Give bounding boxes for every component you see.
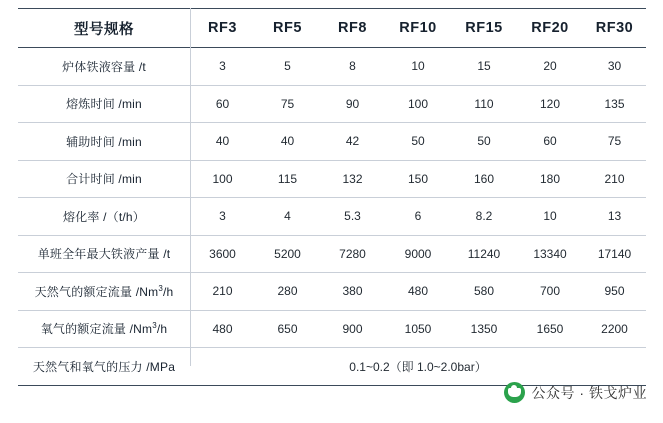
cell-value: 115: [277, 171, 298, 186]
cell-value: 11240: [467, 246, 501, 261]
row-label: 天然气和氧气的压力 /MPa: [32, 359, 176, 374]
cell-value: 13: [607, 209, 622, 224]
cell-value: 50: [477, 134, 491, 149]
cell-value: 480: [212, 321, 233, 336]
row-label-tail: /h: [162, 284, 174, 299]
cell-value: 2200: [601, 321, 628, 336]
cell-value: 3: [219, 59, 226, 74]
row-label: 熔炼时间 /min: [66, 97, 142, 112]
cell-value: 8.2: [475, 209, 493, 224]
cell-value: 280: [277, 284, 298, 299]
cell-value: 100: [407, 96, 429, 111]
cell-value: 30: [607, 59, 622, 74]
cell-value: 135: [604, 96, 625, 111]
cell-value: 110: [474, 96, 494, 111]
cell-value: 5.3: [344, 209, 361, 224]
row-label: 单班全年最大铁液产量 /t: [37, 247, 171, 262]
table-row: [18, 48, 646, 86]
cell-value: 210: [604, 171, 625, 186]
cell-value: 580: [473, 284, 495, 299]
row-label-superscript: 3: [158, 283, 163, 293]
cell-value: 5200: [274, 246, 301, 261]
cell-value: 75: [607, 134, 622, 149]
cell-value: 40: [280, 134, 295, 149]
cell-value: 650: [277, 321, 298, 336]
cell-value: 75: [280, 96, 295, 111]
column-header-rf15: RF15: [465, 20, 503, 36]
cell-value: 160: [473, 171, 495, 186]
cell-value: 900: [342, 321, 363, 336]
cell-value: 6: [414, 209, 422, 224]
row-label: 辅助时间 /min: [66, 134, 142, 149]
cell-value: 9000: [404, 246, 432, 261]
cell-value: 700: [539, 284, 561, 299]
column-header-rf30: RF30: [595, 20, 634, 36]
row-label: 炉体铁液容量 /t: [62, 59, 146, 74]
table-row: [18, 160, 646, 198]
cell-value: 40: [215, 134, 230, 149]
column-header-rf10: RF10: [399, 20, 437, 36]
cell-value: 1350: [470, 321, 498, 336]
cell-value: 100: [212, 171, 233, 186]
cell-value: 8: [349, 59, 356, 74]
cell-value: 380: [342, 284, 363, 299]
cell-value: 15: [477, 59, 491, 74]
cell-value: 90: [345, 96, 360, 111]
cell-value: 120: [539, 96, 561, 111]
brand-watermark: [504, 382, 647, 403]
cell-value: 13340: [533, 246, 567, 261]
cell-value: 1650: [536, 321, 564, 336]
cell-value: 10: [543, 209, 557, 224]
table-row: [18, 123, 646, 161]
table-row: [18, 198, 646, 236]
cell-value: 17140: [597, 246, 632, 261]
cell-value: 210: [212, 284, 233, 299]
cell-value: 950: [604, 284, 625, 299]
column-header-rf20: RF20: [531, 20, 569, 36]
column-header-rf5: RF5: [273, 20, 302, 36]
column-divider: [190, 8, 191, 366]
row-label-tail: /h: [156, 322, 168, 337]
table-row: [18, 235, 646, 273]
row-label-base: 氧气的额定流量 /Nm: [40, 322, 153, 337]
row-label: [18, 273, 190, 311]
cell-value: 50: [411, 134, 425, 149]
cell-value-merged: 0.1~0.2（即 1.0~2.0bar）: [349, 359, 487, 374]
cell-value: 1050: [404, 321, 432, 336]
row-label: 合计时间 /min: [66, 172, 142, 187]
table-row: [18, 273, 646, 311]
table-row-pressure: [18, 348, 646, 386]
cell-value: 3: [219, 209, 226, 224]
table-row: [18, 310, 646, 348]
cell-value: 42: [345, 134, 360, 149]
table-row: [18, 85, 646, 123]
column-header-rf3: RF3: [208, 20, 237, 36]
cell-value: 4: [284, 209, 291, 224]
cell-value: 480: [407, 284, 429, 299]
row-label: [18, 310, 190, 348]
cell-value: 20: [543, 59, 557, 74]
table-header-row: [18, 9, 646, 48]
column-header-rf8: RF8: [338, 20, 367, 36]
cell-value: 60: [215, 96, 230, 111]
row-label-base: 天然气的额定流量 /Nm: [34, 284, 159, 299]
column-header-model: 型号规格: [74, 21, 134, 38]
row-label-superscript: 3: [152, 321, 157, 331]
row-label: 熔化率 /（t/h）: [62, 209, 145, 224]
cell-value: 5: [284, 59, 291, 74]
cell-value: 132: [342, 171, 363, 186]
cell-value: 10: [411, 59, 425, 74]
table-header: [18, 9, 646, 48]
cell-value: 60: [543, 134, 557, 149]
cell-value: 3600: [209, 246, 236, 261]
specification-table: [18, 8, 646, 386]
cell-value: 7280: [339, 246, 366, 261]
wechat-logo-icon: [504, 382, 525, 403]
cell-value: 180: [539, 171, 561, 186]
cell-value: 150: [407, 171, 429, 186]
table-body: [18, 48, 646, 386]
brand-label: 公众号 · 铁戈炉业: [531, 384, 647, 401]
